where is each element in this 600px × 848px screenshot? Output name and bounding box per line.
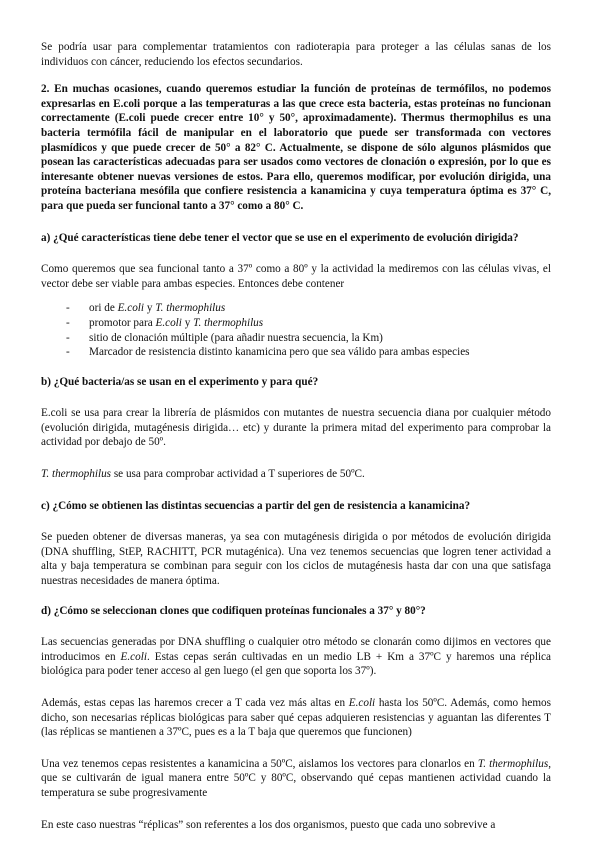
list-item: - Marcador de resistencia distinto kanamicina pero que sea válido para ambas especies bbox=[66, 345, 551, 360]
answer-c-paragraph: Se pueden obtener de diversas maneras, ya sea con mutagénesis dirigida o por métodos de evolución dirigida (DNA shuffling, StEP, RACHITT, PCR mutagénica). Una vez tenemos secuencias que logren tener actividad a alta y baja temperatura se combinan para seguir con los ciclos de mutagénesis hasta dar con una que satisfaga nuestras necesidades de manera óptima. bbox=[41, 531, 551, 588]
problem-2-statement: 2. En muchas ocasiones, cuando queremos estudiar la función de proteínas de termófilos, no podemos expresarlas en E.coli porque a las temperaturas a las que crece esta bacteria, estas proteínas no funcionan correctamente (E.coli puede crecer entre 10° y 50°, aproximadamente). Thermus thermophilus es una bacteria termófila fácil de manipular en el laboratorio que puede ser transformada con vectores plasmídicos y que puede crecer de 50° a 82° C. Actualmente, se dispone de sólo algunos plásmidos que posean las características adecuadas para ser usados como vectores de clonación o expresión, por lo que es interesante obtener nuevas versiones de estos. Para ello, queremos modificar, por evolución dirigida, una proteína bacteriana mesófila que confiere resistencia a kanamicina y cuya temperatura óptima es 37° C, para que pueda ser funcional tanto a 37° como a 80° C. bbox=[41, 83, 551, 212]
question-a: a) ¿Qué características tiene debe tener el vector que se use en el experimento de evolución dirigida? bbox=[41, 231, 519, 244]
question-c: c) ¿Cómo se obtienen las distintas secuencias a partir del gen de resistencia a kanamicina? bbox=[41, 499, 471, 512]
answer-a-paragraph: Como queremos que sea funcional tanto a 37º como a 80º y la actividad la mediremos con las células vivas, el vector debe ser viable para ambas especies. Entonces debe contener bbox=[41, 263, 551, 290]
answer-d-paragraph-1: Las secuencias generadas por DNA shuffling o cualquier otro método se clonarán como dijimos en vectores que introducimos en E.coli. Estas cepas serán cultivadas en un medio LB + Km a 37ºC y haremos una réplica biológica para poder tener acceso al gen luego (el gen que soporta los 37º). bbox=[41, 636, 551, 678]
answer-d-paragraph-3: Una vez tenemos cepas resistentes a kanamicina a 50ºC, aislamos los vectores para clonarlos en T. thermophilus, que se cultivarán de igual manera entre 50ºC y 80ºC, observando qué cepas mantienen actividad cuando la temperatura se sube progresivamente bbox=[41, 757, 551, 799]
answer-b-paragraph-1: E.coli se usa para crear la librería de plásmidos con mutantes de nuestra secuencia diana por cualquier método (evolución dirigida, mutagénesis dirigida… etc) y durante la primera mitad del experimento para comprobar la actividad por debajo de 50º. bbox=[41, 407, 551, 449]
list-item: - ori de E.coli y T. thermophilus bbox=[66, 301, 551, 316]
question-d: d) ¿Cómo se seleccionan clones que codifiquen proteínas funcionales a 37° y 80°? bbox=[41, 604, 426, 617]
list-item: - sitio de clonación múltiple (para añadir nuestra secuencia, la Km) bbox=[66, 331, 551, 346]
answer-b-paragraph-2: T. thermophilus se usa para comprobar actividad a T superiores de 50ºC. bbox=[41, 468, 365, 481]
vector-requirements-list bbox=[41, 301, 551, 359]
answer-d-paragraph-4: En este caso nuestras “réplicas” son referentes a los dos organismos, puesto que cada uno sobrevive a bbox=[41, 818, 496, 831]
answer-d-paragraph-2: Además, estas cepas las haremos crecer a T cada vez más altas en E.coli hasta los 50ºC. Además, como hemos dicho, son necesarias réplicas biológicas para saber qué cepas adquieren resistencias y aguantan las diferentes T (las réplicas se mantienen a 37ºC, pues es a la T baja que queremos que funcionen) bbox=[41, 697, 551, 739]
intro-paragraph: Se podría usar para complementar tratamientos con radioterapia para proteger a las células sanas de los individuos con cáncer, reduciendo los efectos secundarios. bbox=[41, 41, 551, 68]
question-b: b) ¿Qué bacteria/as se usan en el experimento y para qué? bbox=[41, 375, 319, 388]
document-page bbox=[41, 40, 551, 832]
list-item: - promotor para E.coli y T. thermophilus bbox=[66, 316, 551, 331]
